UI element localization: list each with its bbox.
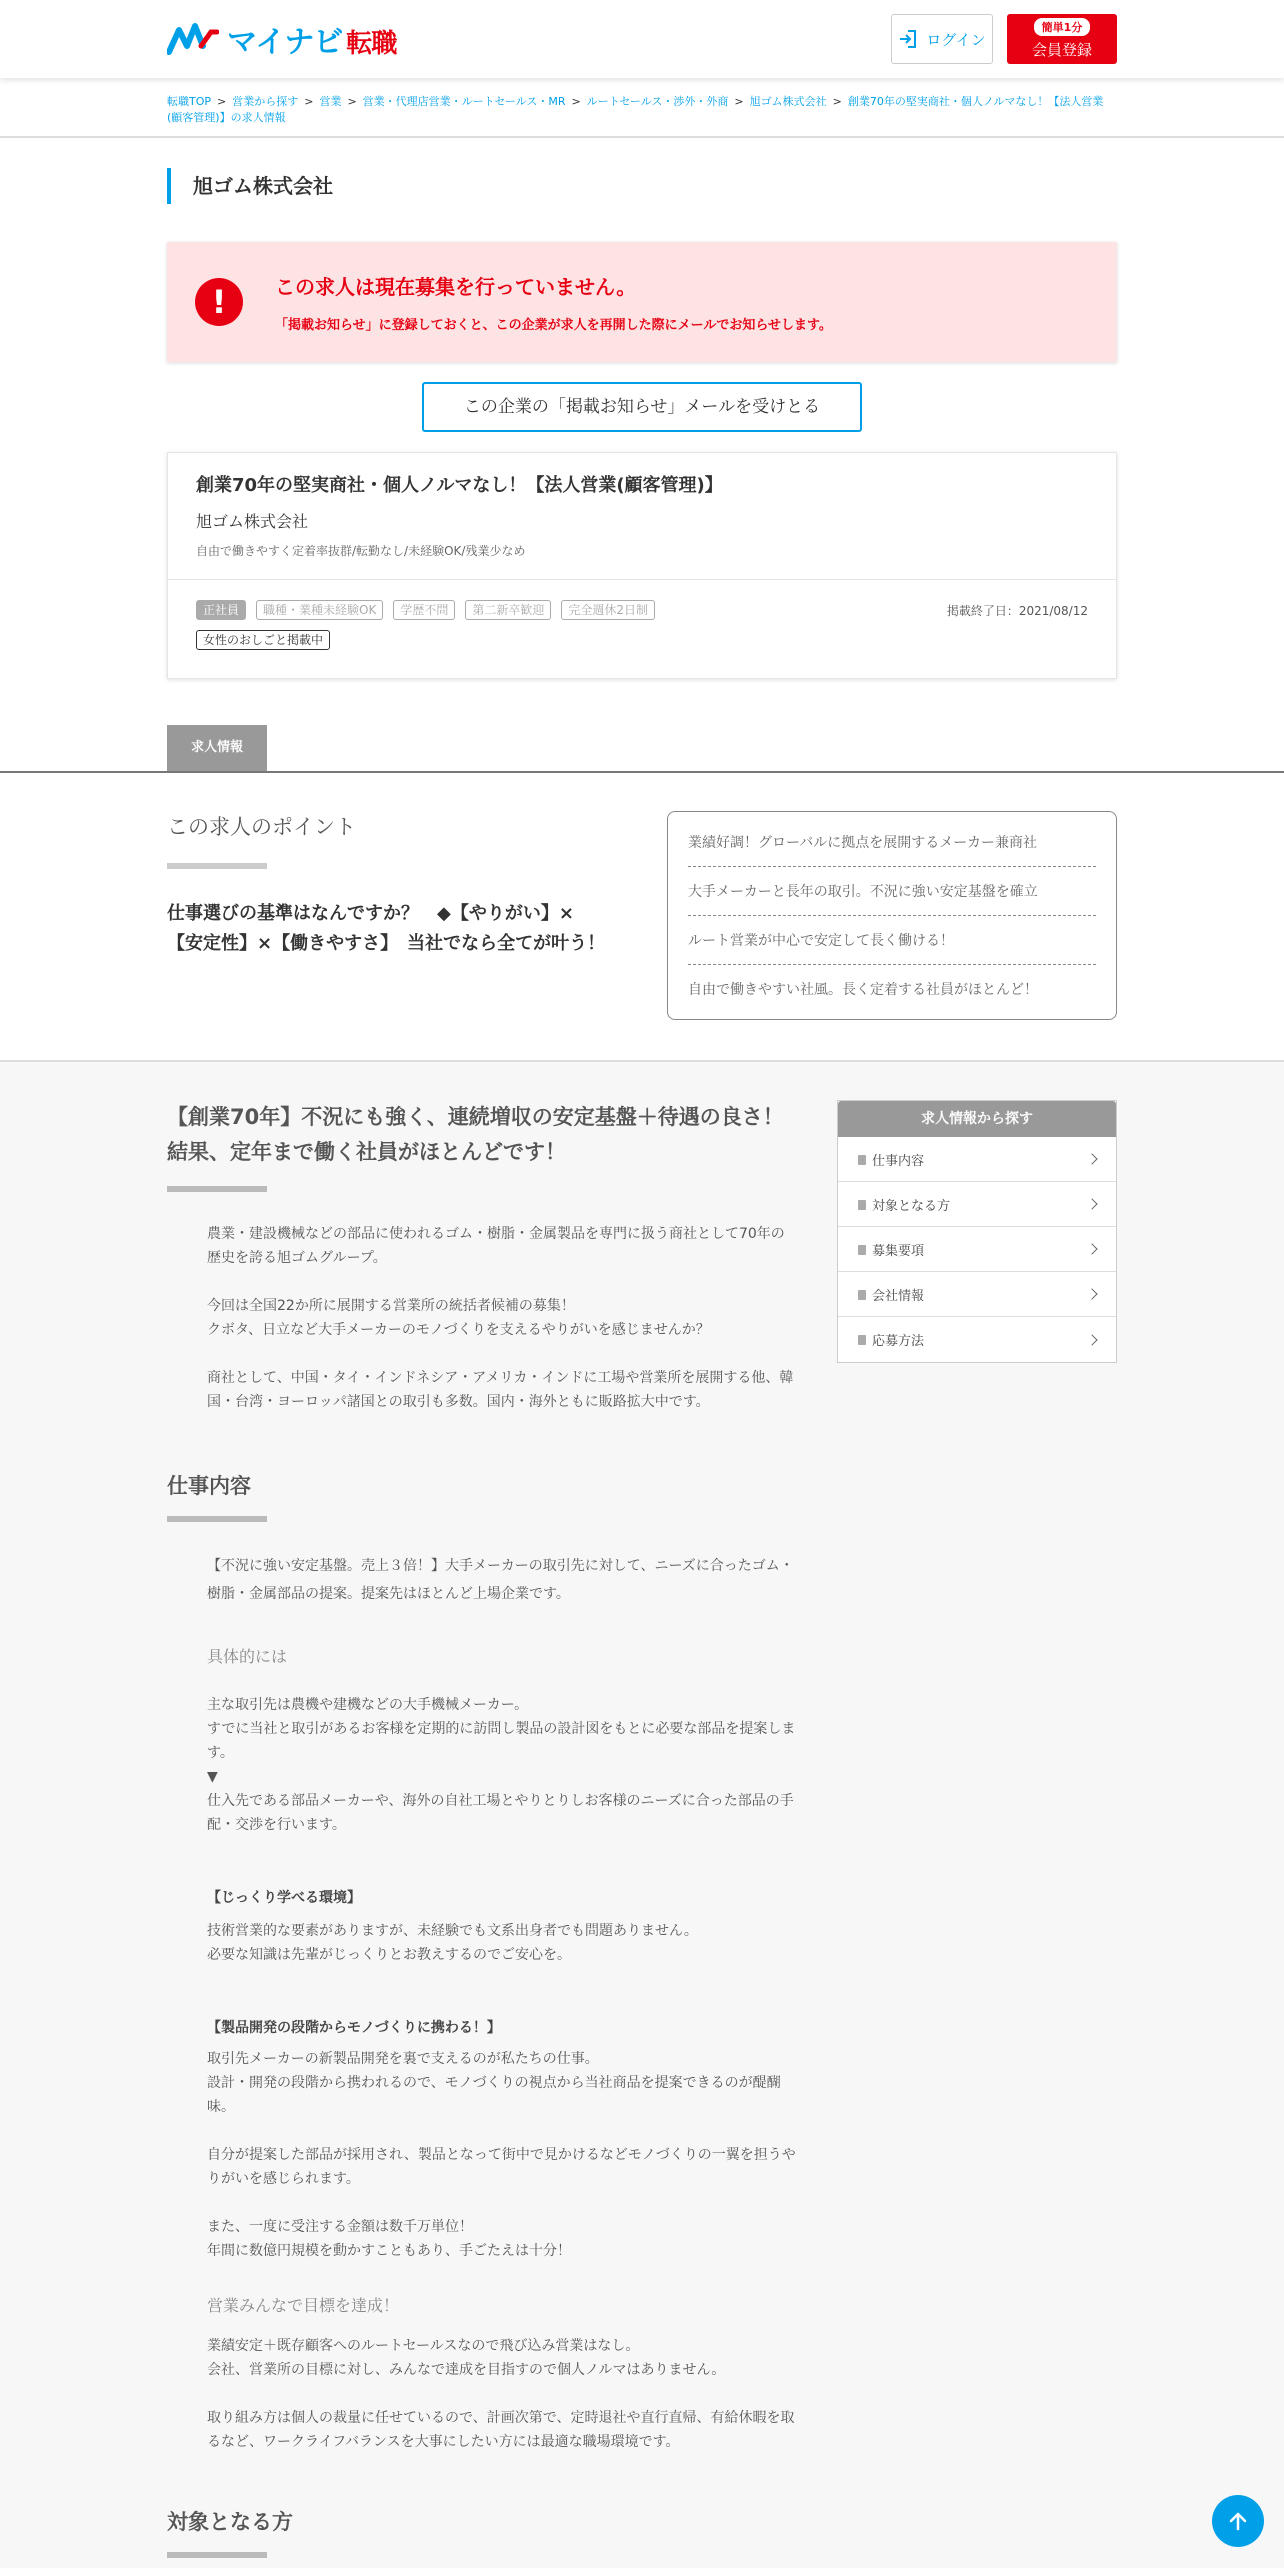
document-icon <box>858 1245 866 1255</box>
work-paragraph: 業績安定＋既存顧客へのルートセールスなので飛び込み営業はなし。 <box>207 2338 640 2354</box>
sidebar-item-label: 応募方法 <box>872 1334 925 1349</box>
logo-text: マイナビ <box>227 25 343 60</box>
work-subtitle: 具体的には <box>207 1647 288 1666</box>
section-title-work: 仕事内容 <box>167 1474 251 1498</box>
sidebar-item-company[interactable] <box>838 1272 1116 1317</box>
site-header <box>0 0 1284 78</box>
chevron-right-icon <box>1086 1288 1097 1299</box>
tag: 第二新卒歓迎 <box>465 600 551 620</box>
sidebar-item-label: 募集要項 <box>872 1243 925 1259</box>
work-paragraph: 取引先メーカーの新製品開発を裏で支えるのが私たちの仕事。 <box>207 2051 599 2067</box>
points-lead: 仕事選びの基準はなんですか？ ◆【やりがい】×【安定性】×【働きやすさ】 当社でなら全てが叶う！ <box>167 903 606 954</box>
job-company: 旭ゴム株式会社 <box>196 512 309 531</box>
register-label: 会員登録 <box>1031 41 1092 59</box>
work-paragraph: 年間に数億円規模を動かすこともあり、手ごたえは十分！ <box>207 2243 571 2259</box>
breadcrumb-link[interactable]: 営業から探す <box>232 95 299 108</box>
job-catch: 自由で働きやすく定着率抜群/転勤なし/未経験OK/残業少なめ <box>196 544 526 558</box>
sidebar-item-label: 仕事内容 <box>872 1153 925 1169</box>
sidebar-item-requirements[interactable] <box>838 1227 1116 1272</box>
back-to-top-button[interactable] <box>1212 2495 1264 2547</box>
point-item: 自由で働きやすい社風。長く定着する社員がほとんど！ <box>688 982 1038 998</box>
arrow-up-icon <box>1227 2510 1249 2532</box>
register-pill: 簡単1分 <box>1034 18 1091 36</box>
sidebar-item-apply[interactable] <box>838 1317 1116 1362</box>
work-subtitle: 営業みんなで目標を達成！ <box>207 2296 400 2315</box>
chevron-right-icon <box>1086 1153 1097 1164</box>
document-icon <box>858 1200 866 1210</box>
breadcrumb-link[interactable]: 営業・代理店営業・ルートセールス・MR <box>362 95 566 108</box>
intro-paragraph: 農業・建設機械などの部品に使われるゴム・樹脂・金属製品を専門に扱う商社として70年の歴史を誇る旭ゴムグループ。 <box>207 1226 785 1266</box>
job-card <box>167 452 1117 679</box>
end-date: 掲載終了日：2021/08/12 <box>946 604 1088 618</box>
work-paragraph: 取り組み方は個人の裁量に任せているので、計画次第で、定時退社や直行直帰、有給休暇を取るなど、ワークライフバランスを大事にしたい方には最適な職場環境です。 <box>207 2410 795 2450</box>
sidebar-nav <box>837 1100 1117 1363</box>
tag-employment: 正社員 <box>196 600 246 620</box>
tag: 職種・業種未経験OK <box>256 600 383 620</box>
breadcrumb-link[interactable]: 営業 <box>319 95 342 108</box>
intro-paragraph: 商社として、中国・タイ・インドネシア・アメリカ・インドに工場や営業所を展開する他、韓国・台湾・ヨーロッパ諸国との取引も多数。国内・海外ともに販路拡大中です。 <box>207 1370 794 1410</box>
breadcrumb-link[interactable]: ルートセールス・渉外・外商 <box>586 95 729 108</box>
notify-mail-button[interactable]: この企業の「掲載お知らせ」メールを受けとる <box>422 382 862 432</box>
breadcrumb-link[interactable]: 創業70年の堅実商社・個人ノルマなし！【法人営業(顧客管理)】の求人情報 <box>167 95 1104 124</box>
chevron-right-icon <box>1086 1243 1097 1254</box>
logo-sub: 転職 <box>346 29 397 59</box>
document-icon <box>858 1155 866 1165</box>
points-heading: この求人のポイント <box>167 811 267 869</box>
login-button[interactable] <box>891 14 993 64</box>
section-title-target: 対象となる方 <box>167 2510 293 2534</box>
sidebar-item-label: 対象となる方 <box>872 1198 951 1214</box>
work-paragraph: 設計・開発の段階から携われるので、モノづくりの視点から当社商品を提案できるのが醍醐味。 <box>207 2075 781 2115</box>
sidebar-item-target[interactable] <box>838 1182 1116 1227</box>
sidebar-item-label: 会社情報 <box>872 1288 925 1304</box>
document-icon <box>858 1290 866 1300</box>
arrow-mark: ▼ <box>207 1769 218 1785</box>
points-list <box>667 811 1117 1020</box>
tag-women: 女性のおしごと掲載中 <box>196 630 330 650</box>
sidebar-heading: 求人情報から探す <box>838 1101 1116 1137</box>
work-paragraph: 仕入先である部品メーカーや、海外の自社工場とやりとりしお客様のニーズに合った部品の手配・交渉を行います。 <box>207 1793 794 1833</box>
work-paragraph: すでに当社と取引があるお客様を定期的に訪問し製品の設計図をもとに必要な部品を提案します。 <box>207 1721 796 1761</box>
mynavi-logo-icon <box>167 22 219 56</box>
mynavi-logo[interactable] <box>167 17 396 61</box>
chevron-right-icon <box>1086 1198 1097 1209</box>
work-subtitle: 【製品開発の段階からモノづくりに携わる！】 <box>207 2020 501 2036</box>
breadcrumb-link[interactable]: 転職TOP <box>167 95 212 108</box>
login-icon <box>898 29 918 49</box>
point-item: 業績好調！グローバルに拠点を展開するメーカー兼商社 <box>688 818 1096 867</box>
document-icon <box>858 1335 866 1345</box>
work-paragraph: 技術営業的な要素がありますが、未経験でも文系出身者でも問題ありません。 <box>207 1923 698 1939</box>
tag: 学歴不問 <box>393 600 455 620</box>
work-paragraph: 自分が提案した部品が採用され、製品となって街中で見かけるなどモノづくりの一翼を担うやりがいを感じられます。 <box>207 2147 796 2187</box>
chevron-right-icon <box>1086 1334 1097 1345</box>
point-item: 大手メーカーと長年の取引。不況に強い安定基盤を確立 <box>688 867 1096 916</box>
exclamation-icon: ! <box>195 278 243 326</box>
job-points <box>167 773 1117 1060</box>
tag: 完全週休2日制 <box>561 600 655 620</box>
breadcrumb-link[interactable]: 旭ゴム株式会社 <box>749 95 827 108</box>
alert-subtext: 「掲載お知らせ」に登録しておくと、この企業が求人を再開した際にメールでお知らせします。 <box>275 318 832 333</box>
work-paragraph: 会社、営業所の目標に対し、みんなで達成を目指すので個人ノルマはありません。 <box>207 2362 726 2378</box>
breadcrumb: 転職TOP > 営業から探す > 営業 > 営業・代理店営業・ルートセールス・MR > ルートセールス・渉外・外商 > 旭ゴム株式会社 > 創業70年の堅実商社・個人ノルマなし！【法人営業(顧客管理)】の求人情報 <box>167 95 1104 124</box>
login-label: ログイン <box>926 30 986 49</box>
tab-job-info[interactable]: 求人情報 <box>167 725 267 771</box>
work-subtitle: 【じっくり学べる環境】 <box>207 1890 361 1906</box>
intro-paragraph: 今回は全国22か所に展開する営業所の統括者候補の募集！ <box>207 1298 575 1314</box>
alert-title: この求人は現在募集を行っていません。 <box>275 275 637 299</box>
work-paragraph: 主な取引先は農機や建機などの大手機械メーカー。 <box>207 1697 529 1713</box>
work-paragraph: また、一度に受注する金額は数千万単位！ <box>207 2219 473 2235</box>
closed-alert <box>167 242 1117 362</box>
work-paragraph: 必要な知識は先輩がじっくりとお教えするのでご安心を。 <box>207 1947 571 1963</box>
job-title: 創業70年の堅実商社・個人ノルマなし！【法人営業(顧客管理)】 <box>196 475 723 496</box>
company-heading: 旭ゴム株式会社 <box>167 168 1117 204</box>
intro-paragraph: クボタ、日立など大手メーカーのモノづくりを支えるやりがいを感じませんか？ <box>207 1322 710 1338</box>
register-button[interactable] <box>1007 14 1117 64</box>
point-item: ルート営業が中心で安定して長く働ける！ <box>688 916 1096 965</box>
intro-title: 【創業70年】不況にも強く、連続増収の安定基盤＋待遇の良さ！ 結果、定年まで働く社員がほとんどです！ <box>167 1105 805 1164</box>
sidebar-item-work[interactable] <box>838 1137 1116 1182</box>
work-paragraph: 【不況に強い安定基盤。売上３倍！】大手メーカーの取引先に対して、ニーズに合ったゴム・樹脂・金属部品の提案。提案先はほとんど上場企業です。 <box>207 1558 794 1602</box>
